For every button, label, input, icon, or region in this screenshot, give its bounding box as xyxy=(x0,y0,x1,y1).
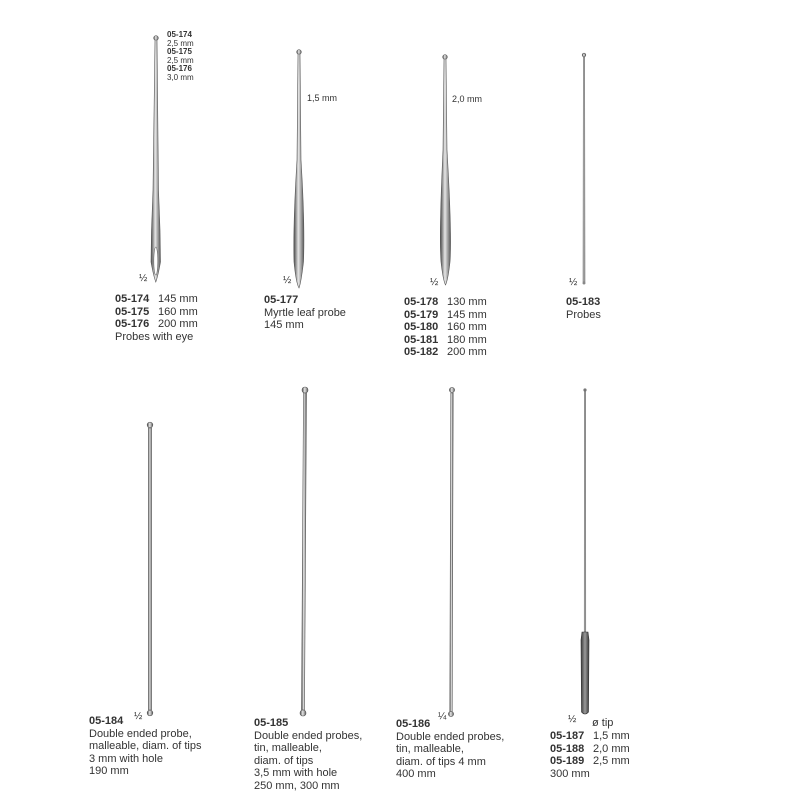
product-description-line: Double ended probes, xyxy=(396,730,505,743)
tip-code-05-174: 05-174 xyxy=(167,30,192,39)
product-block-double-ended-probes-long xyxy=(396,718,504,781)
product-description-line: diam. of tips 4 mm xyxy=(396,755,486,768)
product-row xyxy=(404,296,487,309)
myrtle-leaf-probe-illustration xyxy=(294,50,304,288)
product-length: 200 mm xyxy=(447,346,487,358)
product-description-line: 3 mm with hole xyxy=(89,752,163,765)
product-description-line: tin, malleable, xyxy=(254,742,322,754)
product-description-line: Myrtle leaf probe xyxy=(264,306,346,319)
product-block-myrtle-leaf-probe xyxy=(264,294,346,332)
scale-label: ¼ xyxy=(438,711,447,722)
tip-size-05-176: 3,0 mm xyxy=(167,72,194,82)
scale-label: ½ xyxy=(283,275,292,286)
product-code: 05-181 xyxy=(404,333,439,346)
scale-label: ½ xyxy=(134,711,143,722)
product-code: 05-183 xyxy=(566,296,601,308)
product-block-probes xyxy=(566,296,601,321)
product-code: 05-186 xyxy=(396,718,431,730)
scale-label: ½ xyxy=(568,714,577,725)
product-block-double-ended-probe xyxy=(89,715,202,778)
product-row xyxy=(550,755,630,768)
probe-illustration xyxy=(582,53,586,284)
product-description-line: 3,5 mm with hole xyxy=(254,767,338,779)
product-length: 300 mm xyxy=(550,767,590,780)
product-block-probes-with-eye xyxy=(115,293,198,343)
product-description: Probes xyxy=(566,308,601,321)
double-ended-probes-tin-illustration xyxy=(300,387,308,716)
tip-diameter: 2,5 mm xyxy=(593,755,630,767)
tip-diameter: 2,0 mm xyxy=(593,742,630,755)
tip-size-05-175: 2,5 mm xyxy=(167,55,194,65)
product-code: 05-175 xyxy=(115,305,150,318)
product-length: 130 mm xyxy=(447,296,487,308)
product-code: 05-176 xyxy=(115,318,150,330)
product-code: 05-180 xyxy=(404,321,439,333)
probe-with-handle-illustration xyxy=(581,388,589,714)
scale-label: ½ xyxy=(139,273,148,284)
product-description-line: 400 mm xyxy=(396,768,436,780)
tip-diameter: 1,5 mm xyxy=(593,730,630,742)
tip-size-list xyxy=(167,31,194,82)
product-row xyxy=(115,293,198,306)
myrtle-leaf-probes-illustration xyxy=(440,55,450,285)
scale-label: ½ xyxy=(430,277,439,288)
scale-label: ½ xyxy=(569,277,578,288)
product-description-line: malleable, diam. of tips xyxy=(89,740,202,752)
product-block-myrtle-leaf-probes xyxy=(404,296,487,359)
product-code: 05-182 xyxy=(404,346,439,358)
product-row xyxy=(404,309,487,322)
product-row xyxy=(550,730,630,743)
product-code: 05-188 xyxy=(550,742,585,755)
product-length: 200 mm xyxy=(158,318,198,330)
probe-with-eye-illustration xyxy=(151,36,161,282)
product-block-double-ended-probes-tin xyxy=(254,717,363,792)
product-length: 180 mm xyxy=(447,333,487,346)
tip-code-05-175: 05-175 xyxy=(167,47,192,56)
product-block-probe-with-handle xyxy=(550,730,630,780)
double-ended-probes-long-illustration xyxy=(448,387,454,716)
product-code: 05-174 xyxy=(115,293,150,305)
product-description: Probes with eye xyxy=(115,330,194,343)
product-code: 05-189 xyxy=(550,755,585,767)
product-code: 05-187 xyxy=(550,730,585,742)
product-length: 145 mm xyxy=(158,293,198,305)
dimension-label: 2,0 mm xyxy=(452,94,483,104)
product-row xyxy=(404,334,487,347)
product-row xyxy=(115,306,198,319)
product-code: 05-178 xyxy=(404,296,439,308)
product-code: 05-184 xyxy=(89,715,124,727)
product-length: 145 mm xyxy=(447,308,487,321)
product-code: 05-179 xyxy=(404,308,439,321)
tip-code-05-176: 05-176 xyxy=(167,64,192,73)
tip-diameter-header: ø tip xyxy=(592,717,614,729)
dimension-label: 1,5 mm xyxy=(307,93,338,103)
product-row xyxy=(404,346,487,359)
product-description-line: 250 mm, 300 mm xyxy=(254,779,340,792)
product-description-line: 145 mm xyxy=(264,319,304,331)
product-row xyxy=(115,318,198,331)
product-description-line: tin, malleable, xyxy=(396,743,464,755)
product-code: 05-185 xyxy=(254,717,289,729)
product-description-line: 190 mm xyxy=(89,765,129,777)
product-description-line: Double ended probe, xyxy=(89,727,192,740)
product-row xyxy=(404,321,487,334)
product-row xyxy=(550,743,630,756)
product-code: 05-177 xyxy=(264,294,299,306)
product-description-line: Double ended probes, xyxy=(254,729,363,742)
product-length: 160 mm xyxy=(447,321,487,333)
product-length: 160 mm xyxy=(158,305,198,318)
product-description-line: diam. of tips xyxy=(254,754,314,767)
tip-size-05-174: 2,5 mm xyxy=(167,38,194,48)
double-ended-probe-illustration xyxy=(147,422,153,716)
